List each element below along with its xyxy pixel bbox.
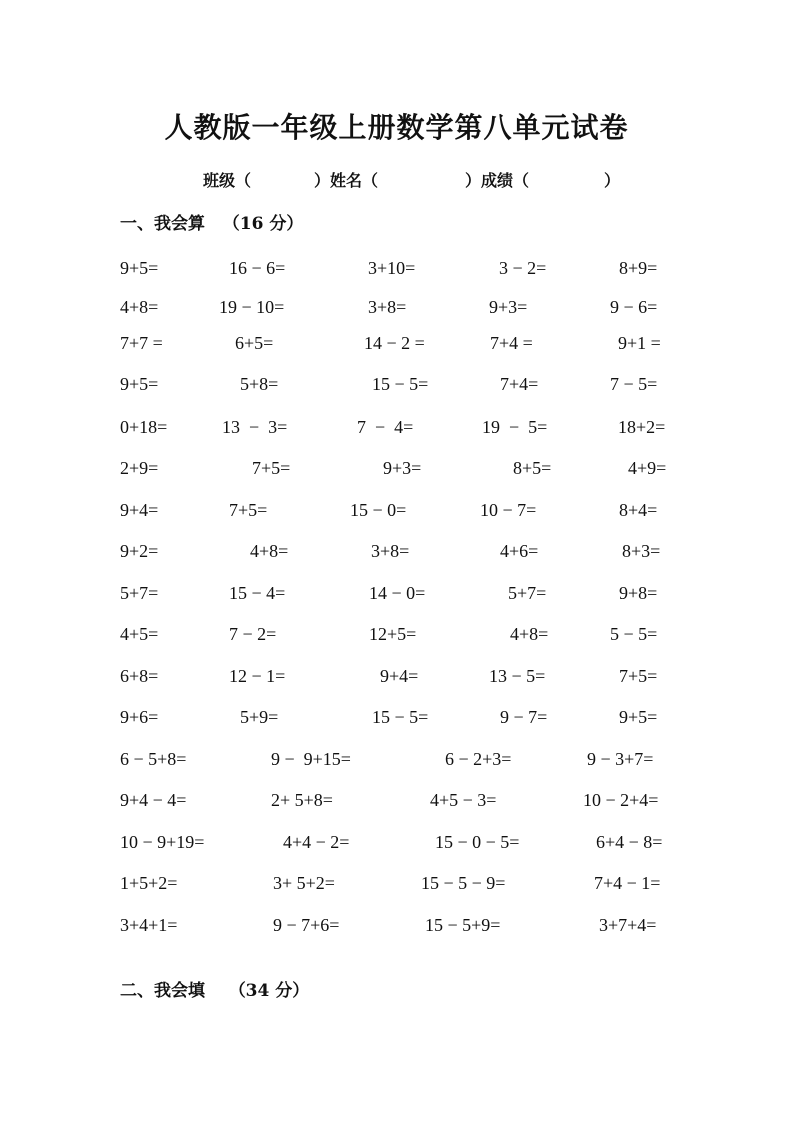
section-label: 一、我会算 bbox=[120, 214, 205, 234]
math-problem: 9+3= bbox=[489, 297, 528, 317]
math-problem: 3+10= bbox=[368, 258, 416, 278]
math-problem: 9+4= bbox=[120, 500, 159, 520]
math-problem: 9+2= bbox=[120, 541, 159, 561]
math-problem: 7+4= bbox=[500, 374, 539, 394]
math-problem: 6+4 − 8= bbox=[596, 832, 663, 852]
math-problem: 9 − 7+6= bbox=[273, 915, 340, 935]
math-problem: 2+9= bbox=[120, 458, 159, 478]
math-problem: 5 − 5= bbox=[610, 624, 658, 644]
section-score: （16 分） bbox=[222, 214, 304, 234]
math-problem: 4+4 − 2= bbox=[283, 832, 350, 852]
math-problem: 10 − 7= bbox=[480, 500, 537, 520]
math-problem: 15 − 0= bbox=[350, 500, 407, 520]
math-problem: 9 − 6= bbox=[610, 297, 658, 317]
score-close: ） bbox=[604, 171, 621, 190]
math-problem: 12+5= bbox=[369, 624, 417, 644]
math-problem: 15 − 5 − 9= bbox=[421, 873, 506, 893]
math-problem: 3+8= bbox=[371, 541, 410, 561]
math-problem: 6 − 5+8= bbox=[120, 749, 187, 769]
math-problem: 14 − 0= bbox=[369, 583, 426, 603]
math-problem: 8+4= bbox=[619, 500, 658, 520]
math-problem: 9+1 = bbox=[618, 333, 661, 353]
math-problem: 7 − 2= bbox=[229, 624, 277, 644]
math-problem: 9+5= bbox=[120, 258, 159, 278]
math-problem: 16 − 6= bbox=[229, 258, 286, 278]
math-problem: 7+5= bbox=[619, 666, 658, 686]
section-heading-fill bbox=[120, 976, 309, 1001]
math-problem: 6+5= bbox=[235, 333, 274, 353]
section-score: （34 分） bbox=[228, 981, 310, 1001]
section-heading-calculate bbox=[120, 209, 303, 234]
math-problem: 7+5= bbox=[252, 458, 291, 478]
math-problem: 15 − 0 − 5= bbox=[435, 832, 520, 852]
math-problem: 9+4 − 4= bbox=[120, 790, 187, 810]
math-problem: 13 − 3= bbox=[222, 417, 288, 437]
page-title: 人教版一年级上册数学第八单元试卷 bbox=[164, 111, 629, 144]
math-problem: 4+6= bbox=[500, 541, 539, 561]
math-problem: 9+5= bbox=[120, 374, 159, 394]
math-problem: 9+5= bbox=[619, 707, 658, 727]
score-label: ）成绩（ bbox=[465, 171, 530, 190]
math-problem: 19 − 5= bbox=[482, 417, 548, 437]
math-problem: 9+8= bbox=[619, 583, 658, 603]
math-problem: 8+5= bbox=[513, 458, 552, 478]
section-label: 二、我会填 bbox=[120, 981, 205, 1001]
math-problem: 4+5 − 3= bbox=[430, 790, 497, 810]
name-label: ）姓名（ bbox=[314, 171, 379, 190]
math-problem: 9 − 7= bbox=[500, 707, 548, 727]
math-problem: 7+4 − 1= bbox=[594, 873, 661, 893]
math-problem: 19 − 10= bbox=[219, 297, 285, 317]
math-problem: 4+9= bbox=[628, 458, 667, 478]
math-problem: 9 − 3+7= bbox=[587, 749, 654, 769]
math-problem: 3 − 2= bbox=[499, 258, 547, 278]
math-problem: 4+8= bbox=[250, 541, 289, 561]
math-problem: 15 − 4= bbox=[229, 583, 286, 603]
math-problem: 9+3= bbox=[383, 458, 422, 478]
math-problem: 8+3= bbox=[622, 541, 661, 561]
math-problem: 7 − 5= bbox=[610, 374, 658, 394]
class-label: 班级（ bbox=[203, 171, 252, 190]
math-problem: 9 − 9+15= bbox=[271, 749, 351, 769]
math-problem: 6 − 2+3= bbox=[445, 749, 512, 769]
math-problem: 13 − 5= bbox=[489, 666, 546, 686]
math-problem: 15 − 5= bbox=[372, 707, 429, 727]
math-problem: 5+8= bbox=[240, 374, 279, 394]
math-problem: 3+ 5+2= bbox=[273, 873, 335, 893]
math-problem: 6+8= bbox=[120, 666, 159, 686]
math-problem: 3+4+1= bbox=[120, 915, 178, 935]
math-problem: 4+8= bbox=[120, 297, 159, 317]
math-problem: 0+18= bbox=[120, 417, 168, 437]
student-info-line bbox=[0, 168, 793, 192]
math-problem: 3+7+4= bbox=[599, 915, 657, 935]
math-problem: 12 − 1= bbox=[229, 666, 286, 686]
math-problem: 9+6= bbox=[120, 707, 159, 727]
math-problem: 5+7= bbox=[508, 583, 547, 603]
math-problem: 18+2= bbox=[618, 417, 666, 437]
math-problem: 7+7 = bbox=[120, 333, 163, 353]
math-problem: 15 − 5+9= bbox=[425, 915, 501, 935]
math-problem: 9+4= bbox=[380, 666, 419, 686]
math-problem: 7 − 4= bbox=[357, 417, 414, 437]
math-problem: 2+ 5+8= bbox=[271, 790, 333, 810]
math-problem: 5+9= bbox=[240, 707, 279, 727]
math-problem: 5+7= bbox=[120, 583, 159, 603]
math-problem: 8+9= bbox=[619, 258, 658, 278]
math-problem: 4+8= bbox=[510, 624, 549, 644]
math-problem: 1+5+2= bbox=[120, 873, 178, 893]
math-problem: 14 − 2 = bbox=[364, 333, 425, 353]
math-problem: 4+5= bbox=[120, 624, 159, 644]
math-problem: 15 − 5= bbox=[372, 374, 429, 394]
math-problem: 7+4 = bbox=[490, 333, 533, 353]
math-problem: 7+5= bbox=[229, 500, 268, 520]
math-problem: 10 − 2+4= bbox=[583, 790, 659, 810]
math-problem: 10 − 9+19= bbox=[120, 832, 205, 852]
math-problem: 3+8= bbox=[368, 297, 407, 317]
